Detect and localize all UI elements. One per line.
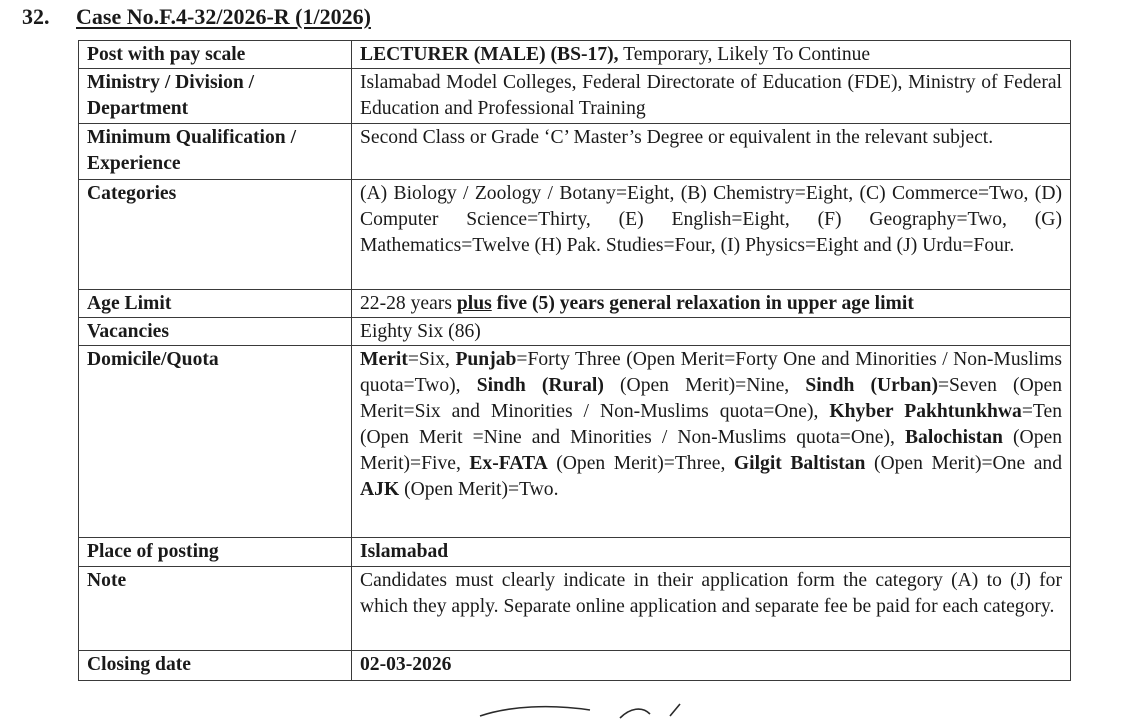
categories-value: (A) Biology / Zoology / Botany=Eight, (B) Chemistry=Eight, (C) Commerce=Two, (D) Computer Science=Thirty, (E) English=Eight, (F) Geography=Two, (G) Mathematics=Twelve (H) Pak. Studies=Four, (I) Physics=Eight and (J) Urdu=Four.	[352, 180, 1071, 290]
case-number: 32.	[22, 4, 50, 29]
domicile-region: AJK	[360, 479, 400, 500]
ministry-value: Islamabad Model Colleges, Federal Directorate of Education (FDE), Ministry of Federal Education and Professional Training	[352, 69, 1071, 124]
ministry-label: Ministry / Division / Department	[79, 69, 352, 124]
qualification-label: Minimum Qualification / Experience	[79, 124, 352, 180]
note-value: Candidates must clearly indicate in their application form the category (A) to (J) for which they apply. Separate online application and separate fee be paid for each category.	[352, 567, 1071, 651]
age-value	[352, 290, 1071, 318]
closing-date: 02-03-2026	[360, 654, 452, 675]
domicile-quota-text: =Seven (Open Merit=Six and Minorities / Non-Muslims quota=One),	[360, 375, 1063, 422]
table-row-categories	[79, 180, 1071, 290]
vacancies-label: Vacancies	[79, 318, 352, 346]
domicile-quota-text: (Open Merit)=Nine,	[603, 375, 806, 396]
table-row-closing	[79, 651, 1071, 681]
table-row-ministry	[79, 69, 1071, 124]
age-range: 22-28 years	[360, 293, 457, 314]
table-row-domicile	[79, 346, 1071, 538]
domicile-region: Sindh (Urban)	[805, 375, 938, 396]
table-row-vacancies	[79, 318, 1071, 346]
note-label: Note	[79, 567, 352, 651]
place-text: Islamabad	[360, 541, 449, 562]
domicile-quota-text: =Forty Three (Open Merit=Forty One and Minorities / Non-Muslims quota=Two),	[360, 349, 1062, 396]
domicile-quota-text: (Open Merit)=One and	[865, 453, 1062, 474]
table-row-note	[79, 567, 1071, 651]
age-plus: plus	[456, 293, 492, 314]
domicile-region: Gilgit Baltistan	[733, 453, 866, 474]
place-value	[352, 538, 1071, 567]
domicile-quota-text: (Open Merit)=Five,	[360, 427, 1062, 474]
categories-label: Categories	[79, 180, 352, 290]
domicile-region: Ex-FATA	[469, 453, 548, 474]
age-relaxation: five (5) years general relaxation in upper age limit	[491, 293, 914, 314]
post-title: LECTURER (MALE) (BS-17),	[360, 44, 619, 65]
domicile-quota-text: =Six,	[407, 349, 456, 370]
domicile-region: Sindh (Rural)	[476, 375, 604, 396]
domicile-label: Domicile/Quota	[79, 346, 352, 538]
case-title: Case No.F.4-32/2026-R (1/2026)	[76, 4, 371, 29]
domicile-region: Khyber Pakhtunkhwa	[829, 401, 1022, 422]
domicile-region: Merit	[360, 349, 408, 370]
qualification-value: Second Class or Grade ‘C’ Master’s Degree or equivalent in the relevant subject.	[352, 124, 1071, 180]
domicile-region: Punjab	[455, 349, 517, 370]
table-row-post	[79, 41, 1071, 69]
table-row-age	[79, 290, 1071, 318]
case-heading	[22, 4, 371, 40]
job-details-table	[78, 40, 1071, 681]
closing-label: Closing date	[79, 651, 352, 681]
place-label: Place of posting	[79, 538, 352, 567]
domicile-value	[352, 346, 1071, 538]
table-row-place	[79, 538, 1071, 567]
post-status: Temporary, Likely To Continue	[618, 44, 871, 65]
age-label: Age Limit	[79, 290, 352, 318]
post-label: Post with pay scale	[79, 41, 352, 69]
domicile-quota-text: (Open Merit)=Two.	[399, 479, 559, 500]
domicile-region: Balochistan	[904, 427, 1003, 448]
post-value	[352, 41, 1071, 69]
vacancies-value: Eighty Six (86)	[352, 318, 1071, 346]
signature-stroke	[470, 700, 710, 720]
table-row-qualification	[79, 124, 1071, 180]
domicile-quota-text: =Ten (Open Merit =Nine and Minorities / Non-Muslims quota=One),	[360, 401, 1063, 448]
closing-value	[352, 651, 1071, 681]
domicile-quota-text: (Open Merit)=Three,	[547, 453, 734, 474]
